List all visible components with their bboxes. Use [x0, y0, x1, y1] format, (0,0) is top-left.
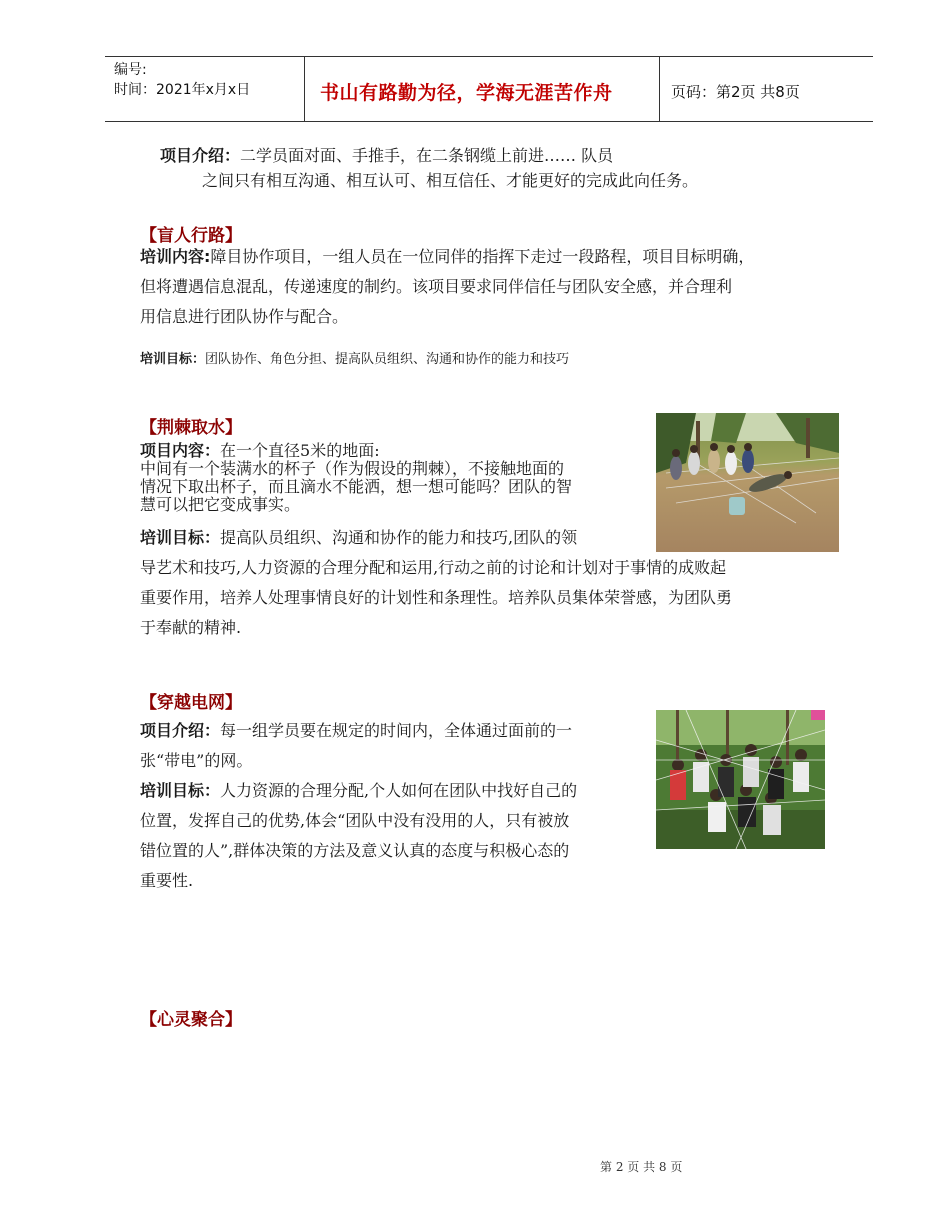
electric-net-goal-line-2: 位置，发挥自己的优势,体会“团队中没有没用的人，只有被放 [140, 811, 570, 830]
blind-walk-line-3: 用信息进行团队协作与配合。 [140, 307, 349, 326]
blind-walk-content [140, 242, 860, 332]
thorn-water-content-line-3: 情况下取出杯子，而且滴水不能洒，想一想可能吗？团队的智 [140, 477, 573, 496]
thorn-water-content-text-1: 在一个直径5米的地面: [220, 441, 380, 460]
thorn-water-goal-text-1: 提高队员组织、沟通和协作的能力和技巧,团队的领 [220, 528, 578, 547]
thorn-water-goal-line-2: 导艺术和技巧,人力资源的合理分配和运用,行动之前的讨论和计划对于事情的成败起 [140, 558, 727, 577]
blind-walk-line-1 [140, 242, 860, 272]
header-divider-right [659, 56, 660, 122]
header-motto: 书山有路勤为径，学海无涯苦作舟 [320, 82, 613, 104]
electric-net-intro-label: 项目介绍： [140, 721, 221, 740]
thorn-water-content-label: 项目内容： [140, 441, 221, 460]
thorn-water-goal-line-4: 于奉献的精神. [140, 618, 242, 637]
blind-walk-goal-label: 培训目标： [140, 352, 206, 367]
intro-line-1 [160, 143, 698, 168]
electric-net-photo [656, 710, 825, 849]
electric-net-heading: 【穿越电网】 [140, 693, 242, 713]
header-bottom-rule [105, 121, 873, 122]
electric-net-goal-text-1: 人力资源的合理分配,个人如何在团队中找好自己的 [220, 781, 578, 800]
thorn-water-content-line-1 [140, 442, 650, 460]
header-time: 时间：2021年x月x日 [114, 82, 251, 98]
page-footer: 第 2 页 共 8 页 [600, 1160, 683, 1174]
thorn-water-content-line-4: 慧可以把它变成事实。 [140, 495, 301, 514]
electric-net-content [140, 716, 660, 896]
thorn-water-goal-line-3: 重要作用，培养人处理事情良好的计划性和条理性。培养队员集体荣誉感，为团队勇 [140, 588, 733, 607]
blind-walk-heading: 【盲人行路】 [140, 226, 242, 246]
blind-walk-text-1: 障目协作项目，一组人员在一位同伴的指挥下走过一段路程，项目目标明确， [210, 247, 755, 266]
header-page-number: 页码：第2页 共8页 [671, 83, 800, 101]
thorn-water-content-line-2: 中间有一个装满水的杯子（作为假设的荆棘），不接触地面的 [140, 459, 565, 478]
electric-net-goal-line-3: 错位置的人”,群体决策的方法及意义认真的态度与积极心态的 [140, 841, 570, 860]
thorn-water-photo [656, 413, 839, 552]
intro-text-1: 二学员面对面、手推手，在二条钢缆上前进…… 队员 [240, 146, 614, 165]
electric-net-goal-line-1 [140, 776, 660, 806]
header-number-label: 编号: [114, 62, 147, 78]
intro-label: 项目介绍： [160, 146, 241, 165]
blind-walk-goal [140, 348, 569, 367]
header-top-rule [105, 56, 873, 57]
heart-gathering-heading: 【心灵聚合】 [140, 1010, 242, 1030]
electric-net-intro-line-2: 张“带电”的网。 [140, 751, 253, 770]
intro-paragraph [160, 143, 698, 193]
electric-net-intro-line-1 [140, 716, 660, 746]
intro-line-2: 之间只有相互沟通、相互认可、相互信任、才能更好的完成此向任务。 [202, 171, 699, 190]
thorn-water-content [140, 442, 650, 514]
thorn-water-heading: 【荆棘取水】 [140, 418, 242, 438]
thorn-water-goal-label: 培训目标： [140, 528, 221, 547]
blind-walk-content-label: 培训内容: [140, 247, 211, 266]
electric-net-goal-line-4: 重要性. [140, 871, 194, 890]
blind-walk-goal-text: 团队协作、角色分担、提高队员组织、沟通和协作的能力和技巧 [205, 352, 570, 367]
blind-walk-line-2: 但将遭遇信息混乱，传递速度的制约。该项目要求同伴信任与团队安全感，并合理利 [140, 277, 733, 296]
electric-net-goal-label: 培训目标： [140, 781, 221, 800]
electric-net-intro-text-1: 每一组学员要在规定的时间内，全体通过面前的一 [220, 721, 573, 740]
header-divider-left [304, 56, 305, 122]
